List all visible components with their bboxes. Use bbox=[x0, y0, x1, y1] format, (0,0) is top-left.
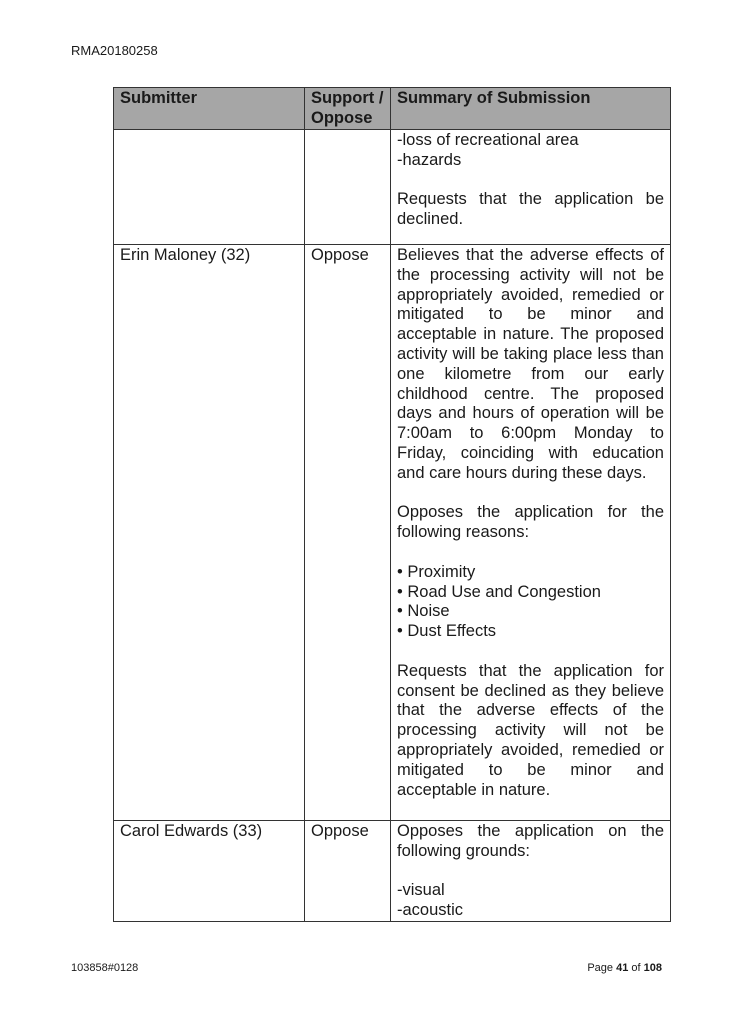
submissions-table bbox=[113, 87, 671, 922]
submitter-cell: Erin Maloney (32) bbox=[114, 245, 305, 821]
table-row bbox=[114, 130, 671, 245]
list-item: • Noise bbox=[397, 602, 664, 622]
page-current: 41 bbox=[616, 962, 629, 974]
summary-intro: Believes that the adverse effects of the processing activity will not be appropriately avoided, remedied or mitigated to be minor and acceptable in nature. The proposed activity will be taking place less than one kilometre from our early childhood centre. The proposed days and hours of operation will be 7:00am to 6:00pm Monday to Friday, coinciding with education and care hours during these days. bbox=[397, 246, 664, 482]
document-reference: RMA20180258 bbox=[71, 43, 158, 58]
position-cell: Oppose bbox=[305, 245, 391, 821]
summary-intro: Opposes the application on the following grounds: bbox=[397, 822, 664, 860]
position-cell: Oppose bbox=[305, 821, 391, 922]
header-support-oppose: Support / Oppose bbox=[305, 88, 391, 130]
position-cell bbox=[305, 130, 391, 245]
list-item: • Road Use and Congestion bbox=[397, 583, 664, 603]
submitter-cell bbox=[114, 130, 305, 245]
table-row bbox=[114, 821, 671, 922]
header-submitter: Submitter bbox=[114, 88, 305, 130]
page-label: Page bbox=[587, 962, 614, 974]
summary-line: -visual bbox=[397, 881, 445, 900]
table-header-row bbox=[114, 88, 671, 130]
summary-cell bbox=[391, 245, 671, 821]
page-of: of bbox=[631, 962, 641, 974]
list-item: • Dust Effects bbox=[397, 622, 664, 642]
summary-reasons-lead: Opposes the application for the following reasons: bbox=[397, 503, 664, 542]
reasons-list bbox=[397, 563, 664, 642]
table-row bbox=[114, 245, 671, 821]
summary-closing: Requests that the application be declined. bbox=[397, 190, 664, 229]
footer-page-number bbox=[587, 962, 662, 974]
page-total: 108 bbox=[643, 962, 662, 974]
summary-line: -loss of recreational area bbox=[397, 131, 579, 149]
summary-line: -hazards bbox=[397, 150, 462, 169]
submitter-cell: Carol Edwards (33) bbox=[114, 821, 305, 922]
summary-cell bbox=[391, 821, 671, 922]
summary-line: -acoustic bbox=[397, 901, 464, 920]
header-summary: Summary of Submission bbox=[391, 88, 671, 130]
footer-doc-id: 103858#0128 bbox=[71, 962, 139, 974]
list-item: • Proximity bbox=[397, 563, 664, 583]
summary-closing: Requests that the application for consent be declined as they believe that the adverse effects of the processing activity will not be appropriately avoided, remedied or mitigated to be minor and acceptable in nature. bbox=[397, 661, 664, 799]
summary-cell bbox=[391, 130, 671, 245]
